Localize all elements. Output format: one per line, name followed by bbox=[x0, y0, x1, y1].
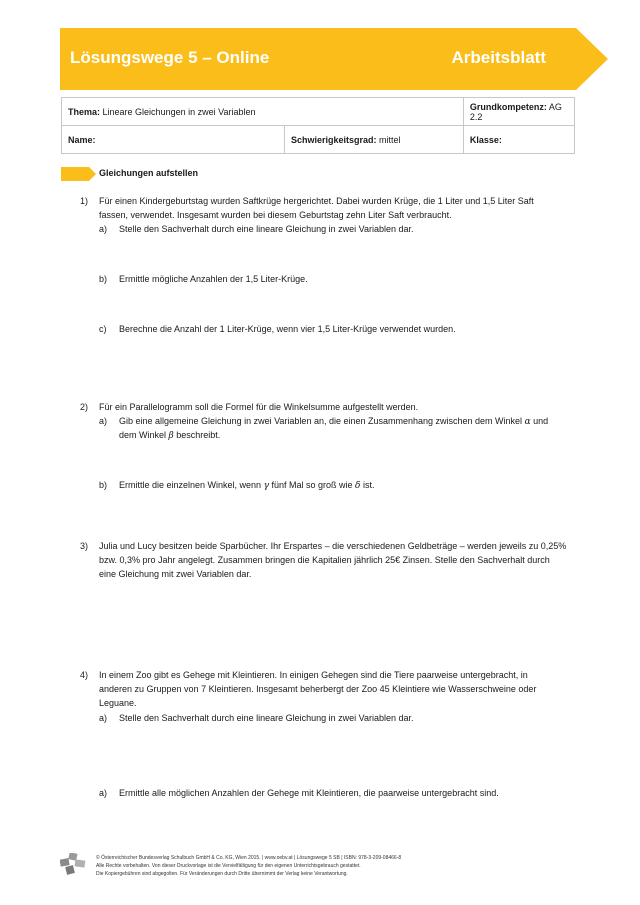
beta-symbol: β bbox=[168, 431, 174, 441]
footer-line-1: © Österreichischer Bundesverlag Schulbuch GmbH & Co. KG, Wien 2015. | www.oebv.at | Lösungswege 5 SB | ISBN: 978-3-209-08466-8 bbox=[96, 855, 402, 861]
task-4a-text: Stelle den Sachverhalt durch eine lineare Gleichung in zwei Variablen dar. bbox=[119, 713, 414, 723]
task-2b-text-3: ist. bbox=[362, 480, 375, 490]
task-1-number: 1) bbox=[80, 196, 89, 206]
task-1-line-2: fassen, verwendet. Insgesamt wurden bei diesem Geburtstag zehn Liter Saft verbraucht. bbox=[99, 210, 452, 220]
task-2-line-1: Für ein Parallelogramm soll die Formel für die Winkelsumme aufgestellt werden. bbox=[99, 402, 419, 412]
thema-label: Thema: bbox=[68, 106, 101, 117]
task-4-line-3: Leguane. bbox=[99, 698, 137, 708]
task-4a2-label: a) bbox=[99, 788, 108, 798]
task-1c-label: c) bbox=[99, 324, 107, 334]
task-2a-text-1: Gib eine allgemeine Gleichung in zwei Variablen an, die einen Zusammenhang zwischen dem Winkel bbox=[119, 416, 523, 426]
klasse-cell[interactable] bbox=[463, 126, 574, 154]
brand-title: Lösungswege 5 – Online bbox=[70, 48, 270, 67]
task-2a-line-2 bbox=[119, 428, 220, 443]
schwierigkeit-label: Schwierigkeitsgrad: bbox=[291, 134, 377, 145]
footer-copyright bbox=[96, 854, 401, 878]
gamma-symbol: γ bbox=[263, 481, 269, 491]
task-3-number: 3) bbox=[80, 541, 89, 551]
publisher-logo-icon bbox=[60, 853, 86, 880]
name-cell[interactable] bbox=[62, 126, 285, 154]
task-3-line-3: eine Gleichung mit zwei Variablen dar. bbox=[99, 569, 252, 579]
task-2-number: 2) bbox=[80, 402, 89, 412]
task-1b-text: Ermittle mögliche Anzahlen der 1,5 Liter-Krüge. bbox=[119, 274, 308, 284]
task-4-number: 4) bbox=[80, 670, 89, 680]
klasse-label: Klasse: bbox=[469, 134, 502, 145]
footer-line-3: Die Kopiergebühren sind abgegolten. Für Veränderungen durch Dritte übernimmt der Verlag keine Verantwortung. bbox=[96, 871, 348, 877]
task-2a-text-1-end: und bbox=[533, 416, 549, 426]
schwierigkeit-cell bbox=[285, 126, 464, 154]
section-title: Gleichungen aufstellen bbox=[99, 168, 199, 178]
task-2a-text-2: dem Winkel bbox=[119, 430, 167, 440]
task-2b-line bbox=[119, 478, 375, 493]
sheet-type: Arbeitsblatt bbox=[451, 48, 546, 67]
task-3-line-1: Julia und Lucy besitzen beide Sparbücher. Ihr Erspartes – die verschiedenen Geldbeträge – werden jeweils zu 0,25% bbox=[99, 541, 567, 551]
task-1a-text: Stelle den Sachverhalt durch eine lineare Gleichung in zwei Variablen dar. bbox=[119, 224, 414, 234]
task-4a2-text: Ermittle alle möglichen Anzahlen der Gehege mit Kleintieren, die paarweise untergebracht sind. bbox=[119, 788, 499, 798]
thema-cell bbox=[62, 98, 464, 126]
grundkompetenz-value: AG 2.2 bbox=[469, 101, 562, 122]
task-4a-label: a) bbox=[99, 713, 108, 723]
delta-symbol: δ bbox=[355, 481, 361, 491]
task-1c-text: Berechne die Anzahl der 1 Liter-Krüge, wenn vier 1,5 Liter-Krüge verwendet wurden. bbox=[119, 324, 456, 334]
header-banner bbox=[60, 28, 608, 90]
task-1b-label: b) bbox=[99, 274, 108, 284]
task-2a-line-1 bbox=[119, 414, 548, 429]
section-arrow-icon bbox=[61, 167, 97, 181]
thema-value: Lineare Gleichungen in zwei Variablen bbox=[102, 106, 256, 117]
task-2b-text-2: fünf Mal so groß wie bbox=[271, 480, 353, 490]
task-2b-label: b) bbox=[99, 480, 108, 490]
name-label: Name: bbox=[68, 134, 96, 145]
task-2a-text-2-end: beschreibt. bbox=[176, 430, 221, 440]
footer-line-2: Alle Rechte vorbehalten. Von dieser Druckvorlage ist die Vervielfältigung für den eigenen Unterrichtsgebrauch gestattet. bbox=[96, 863, 361, 869]
task-3-line-2: bzw. 0,3% pro Jahr angelegt. Zusammen bringen die Kapitalien jährlich 25€ Zinsen. Stelle den Sachverhalt durch bbox=[99, 555, 550, 565]
task-2b-text-1: Ermittle die einzelnen Winkel, wenn bbox=[119, 480, 262, 490]
schwierigkeit-value: mittel bbox=[379, 134, 401, 145]
task-4-line-2: anderen zu Gruppen von 7 Kleintieren. Insgesamt beherbergt der Zoo 45 Kleintiere wie Wasserschweine oder bbox=[99, 684, 537, 694]
task-4-line-1: In einem Zoo gibt es Gehege mit Kleintieren. In einigen Gehegen sind die Tiere paarweise untergebracht, in bbox=[99, 670, 528, 680]
grundkompetenz-cell bbox=[463, 98, 574, 126]
task-2a-label: a) bbox=[99, 416, 108, 426]
info-table bbox=[61, 97, 575, 154]
task-1-line-1: Für einen Kindergeburtstag wurden Saftkrüge hergerichtet. Dabei wurden Krüge, die 1 Liter und 1,5 Liter Saft bbox=[99, 196, 534, 206]
task-1a-label: a) bbox=[99, 224, 108, 234]
alpha-symbol: α bbox=[524, 417, 531, 427]
grundkompetenz-label: Grundkompetenz: bbox=[469, 101, 547, 112]
